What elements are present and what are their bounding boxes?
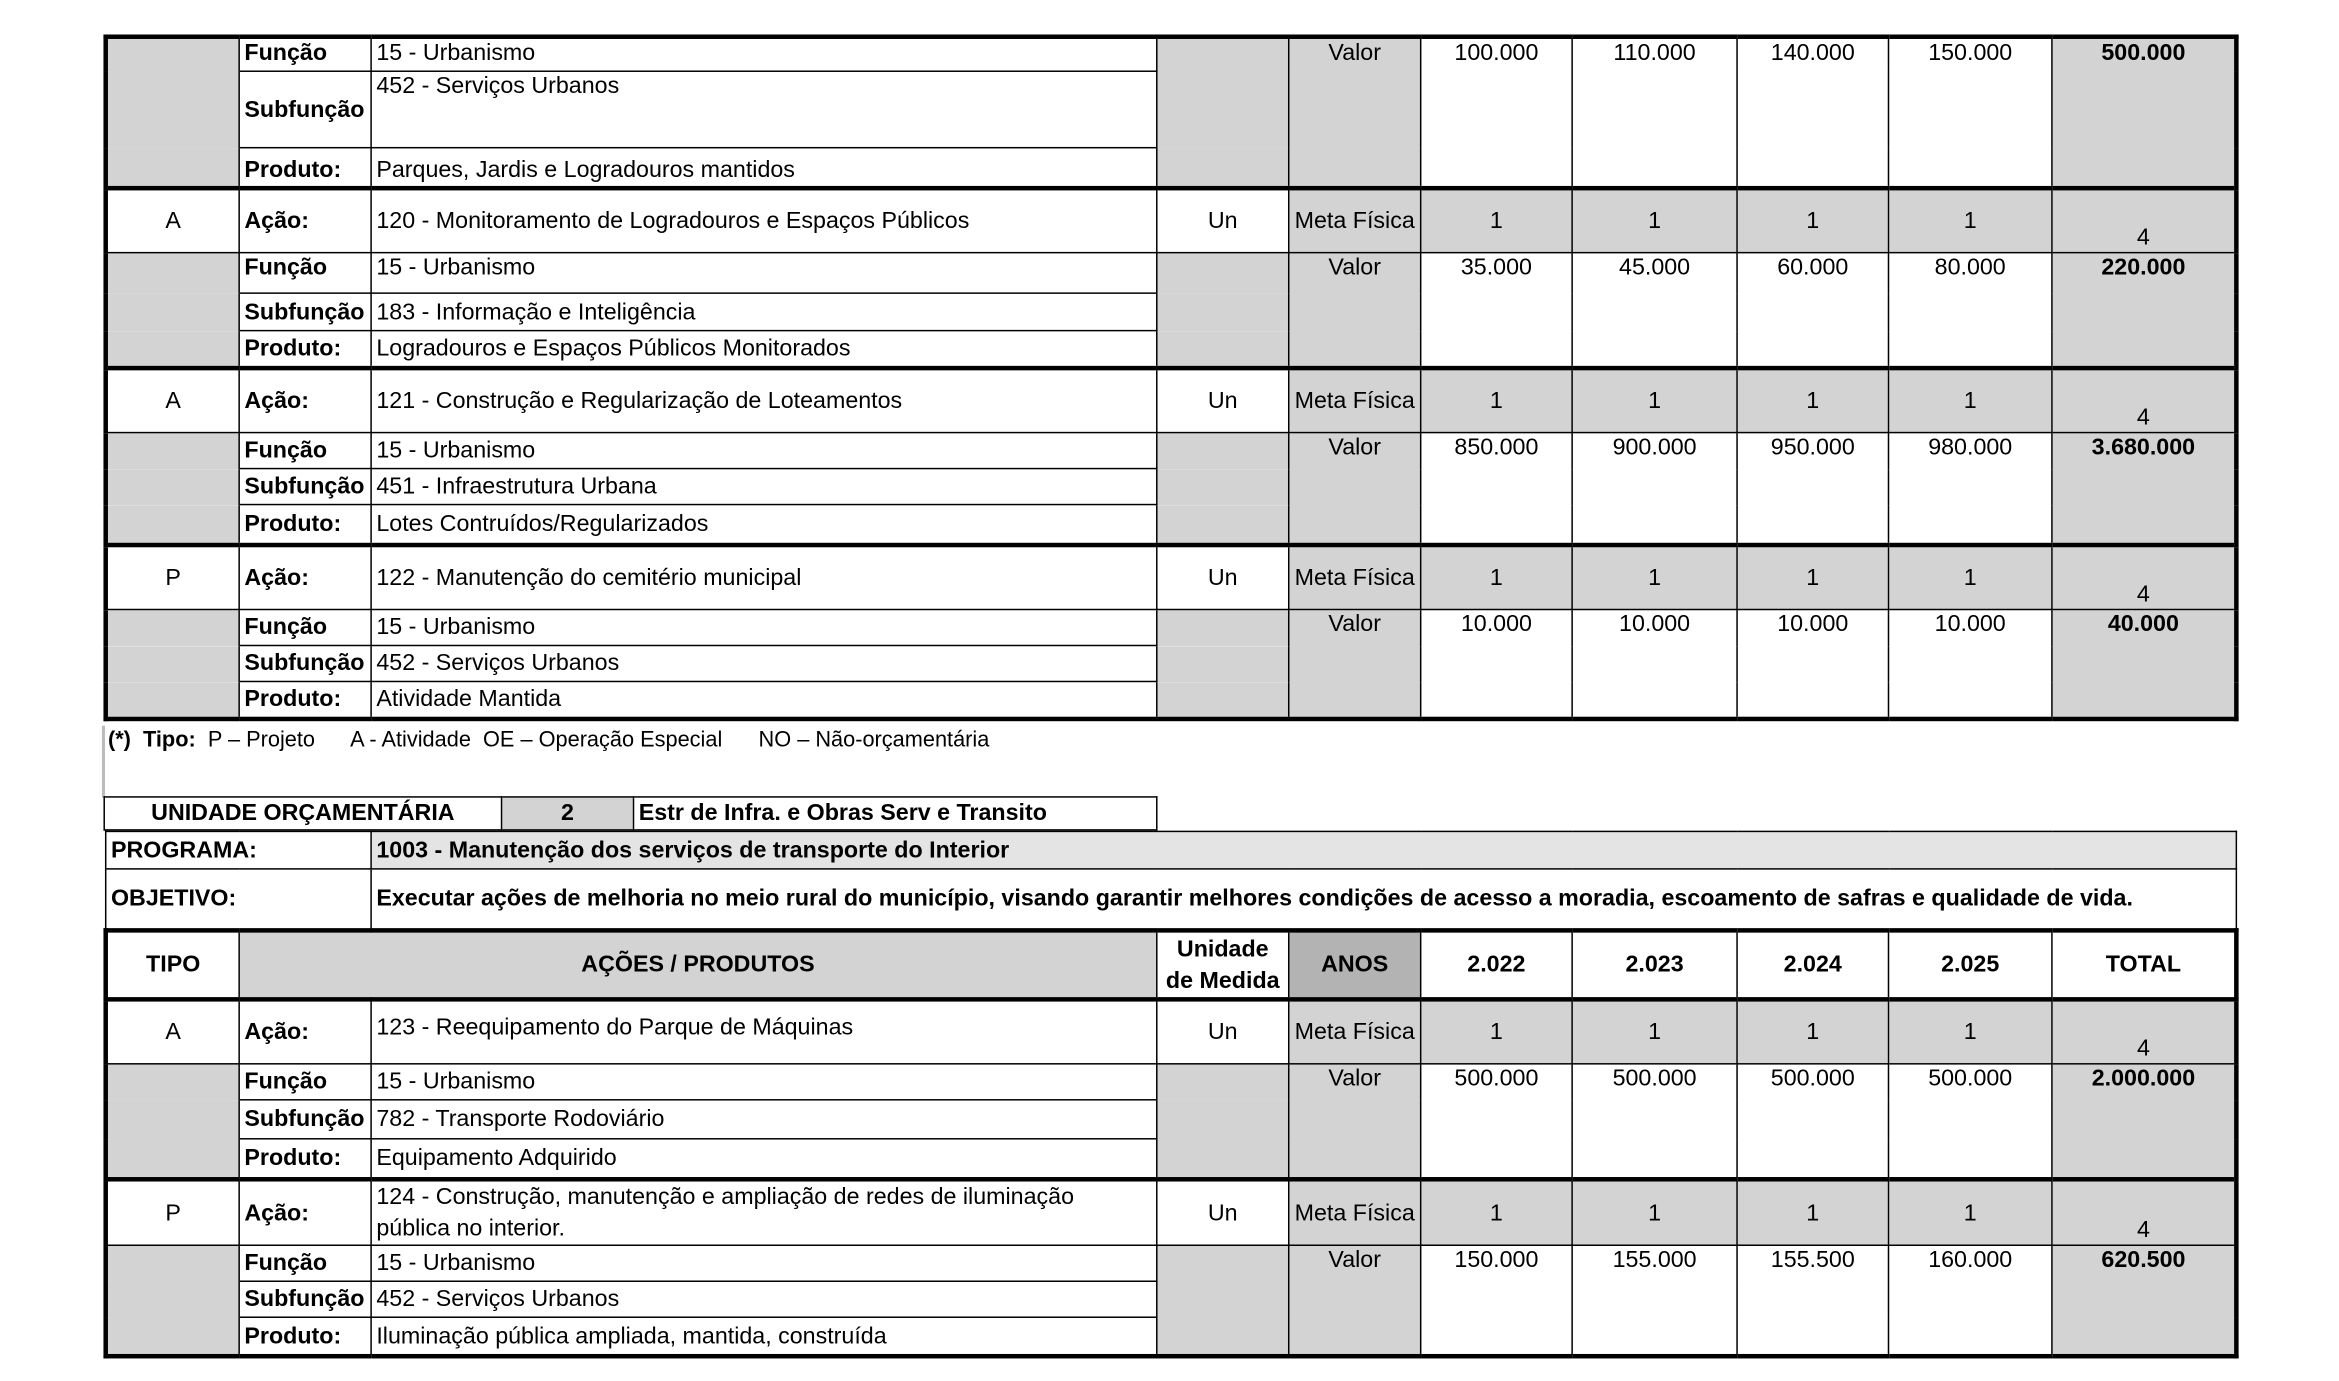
funcao-value: 15 - Urbanismo [371,610,1157,646]
meta-2022: 1 [1421,188,1572,252]
program-actions-table [103,831,2238,1359]
produto-value: Atividade Mantida [371,681,1157,718]
meta-2022: 1 [1421,1179,1572,1245]
valor-2024: 155.500 [1737,1245,1888,1356]
divider [102,726,104,798]
subfuncao-label: Subfunção [239,71,371,147]
table-row [106,1179,2237,1245]
meta-2023: 1 [1572,188,1737,252]
meta-fisica-label: Meta Física [1289,545,1421,609]
meta-fisica-label: Meta Física [1289,368,1421,432]
legend-nao-orcamentaria: NO – Não-orçamentária [758,728,990,753]
meta-2023: 1 [1572,545,1737,609]
subfuncao-value: 451 - Infraestrutura Urbana [371,469,1157,505]
meta-total: 4 [2052,188,2236,252]
subfuncao-value: 183 - Informação e Inteligência [371,293,1157,330]
funcao-label: Função [239,1245,371,1281]
table-row [106,831,2237,868]
subfuncao-label: Subfunção [239,645,371,681]
produto-label: Produto: [239,331,371,368]
valor-2025: 980.000 [1888,433,2051,545]
valor-2022: 10.000 [1421,610,1572,719]
valor-2023: 45.000 [1572,253,1737,368]
header-year-2023: 2.023 [1572,930,1737,999]
subfuncao-value: 452 - Serviços Urbanos [371,645,1157,681]
subfuncao-value: 452 - Serviços Urbanos [371,71,1157,147]
table-row [106,1064,2237,1100]
valor-2022: 35.000 [1421,253,1572,368]
legend-star: (*) [107,728,131,753]
table-row [106,368,2237,432]
produto-value: Parques, Jardis e Logradouros mantidos [371,148,1157,188]
acao-value: 121 - Construção e Regularização de Loteamentos [371,368,1157,432]
produto-value: Equipamento Adquirido [371,1139,1157,1179]
valor-2025: 500.000 [1888,1064,2051,1179]
produto-label: Produto: [239,1317,371,1356]
valor-total: 2.000.000 [2052,1064,2237,1179]
valor-2022: 850.000 [1421,433,1572,545]
tipo-cell: A [106,368,239,432]
valor-label: Valor [1289,253,1421,368]
valor-total: 40.000 [2052,610,2236,719]
valor-2024: 140.000 [1737,37,1888,188]
table-header-row [106,930,2237,999]
acao-value: 122 - Manutenção do cemitério municipal [371,545,1157,609]
meta-2024: 1 [1737,368,1888,432]
meta-2025: 1 [1888,368,2051,432]
produto-label: Produto: [239,681,371,718]
meta-2025: 1 [1888,1179,2051,1245]
valor-2022: 100.000 [1421,37,1572,188]
meta-fisica-label: Meta Física [1289,188,1421,252]
tipo-legend [108,729,989,753]
valor-total: 620.500 [2052,1245,2237,1356]
funcao-value: 15 - Urbanismo [371,37,1157,71]
valor-2022: 150.000 [1421,1245,1572,1356]
acao-label: Ação: [239,368,371,432]
valor-2025: 80.000 [1888,253,2051,368]
subfuncao-label: Subfunção [239,1100,371,1139]
meta-total: 4 [2052,1179,2237,1245]
table-row [106,610,2237,646]
header-year-2022: 2.022 [1421,930,1572,999]
unidade-cell: Un [1157,368,1289,432]
funcao-label: Função [239,433,371,469]
unidade-name: Estr de Infra. e Obras Serv e Transito [633,797,1156,830]
meta-2025: 1 [1888,545,2051,609]
table-row [106,37,2237,71]
valor-2025: 10.000 [1888,610,2051,719]
tipo-cell: P [106,545,239,609]
valor-label: Valor [1289,433,1421,545]
valor-2024: 10.000 [1737,610,1888,719]
header-unidade-medida: Unidade de Medida [1157,930,1289,999]
meta-total: 4 [2052,368,2236,432]
funcao-label: Função [239,610,371,646]
acao-label: Ação: [239,545,371,609]
valor-label: Valor [1289,610,1421,719]
meta-2024: 1 [1737,999,1888,1063]
valor-label: Valor [1289,1064,1421,1179]
acao-label: Ação: [239,1179,371,1245]
meta-2024: 1 [1737,188,1888,252]
unidade-cell: Un [1157,1179,1289,1245]
subfuncao-label: Subfunção [239,1281,371,1317]
acao-label: Ação: [239,999,371,1063]
produto-value: Lotes Contruídos/Regularizados [371,505,1157,545]
legend-projeto: P – Projeto [207,728,316,753]
unidade-orcamentaria-table [103,796,1157,830]
tipo-cell: A [106,188,239,252]
acao-value: 124 - Construção, manutenção e ampliação de redes de iluminação pública no interior. [371,1179,1157,1245]
funcao-value: 15 - Urbanismo [371,253,1157,293]
subfuncao-label: Subfunção [239,469,371,505]
valor-2024: 500.000 [1737,1064,1888,1179]
programa-label: PROGRAMA: [106,831,371,868]
meta-2022: 1 [1421,545,1572,609]
produto-label: Produto: [239,148,371,188]
legend-tipo-label: Tipo: [143,728,196,753]
valor-2023: 500.000 [1572,1064,1737,1179]
valor-label: Valor [1289,37,1421,188]
header-total: TOTAL [2052,930,2237,999]
meta-fisica-label: Meta Física [1289,1179,1421,1245]
meta-total: 4 [2052,545,2236,609]
produto-value: Iluminação pública ampliada, mantida, construída [371,1317,1157,1356]
objetivo-label: OBJETIVO: [106,869,371,930]
table-row [106,188,2237,252]
funcao-value: 15 - Urbanismo [371,433,1157,469]
objetivo-value: Executar ações de melhoria no meio rural do município, visando garantir melhores condições de acesso a moradia, escoamento de safras e qualidade de vida. [371,869,2236,930]
valor-2025: 150.000 [1888,37,2051,188]
acao-label: Ação: [239,188,371,252]
valor-2025: 160.000 [1888,1245,2051,1356]
valor-2024: 60.000 [1737,253,1888,368]
valor-total: 220.000 [2052,253,2236,368]
header-year-2025: 2.025 [1888,930,2051,999]
table-row [106,999,2237,1063]
header-acoes-produtos: AÇÕES / PRODUTOS [239,930,1157,999]
meta-2024: 1 [1737,1179,1888,1245]
subfuncao-value: 782 - Transporte Rodoviário [371,1100,1157,1139]
unidade-cell: Un [1157,999,1289,1063]
acao-value: 123 - Reequipamento do Parque de Máquinas [371,999,1157,1063]
valor-label: Valor [1289,1245,1421,1356]
unidade-number: 2 [502,797,634,830]
valor-2023: 155.000 [1572,1245,1737,1356]
tipo-cell: P [106,1179,239,1245]
funcao-value: 15 - Urbanismo [371,1064,1157,1100]
meta-2022: 1 [1421,368,1572,432]
legend-operacao-especial: OE – Operação Especial [483,728,723,753]
subfuncao-value: 452 - Serviços Urbanos [371,1281,1157,1317]
programa-value: 1003 - Manutenção dos serviços de transporte do Interior [371,831,2236,868]
acao-value: 120 - Monitoramento de Logradouros e Espaços Públicos [371,188,1157,252]
produto-label: Produto: [239,1139,371,1179]
valor-2024: 950.000 [1737,433,1888,545]
meta-2023: 1 [1572,999,1737,1063]
subfuncao-label: Subfunção [239,293,371,330]
meta-2024: 1 [1737,545,1888,609]
meta-2025: 1 [1888,188,2051,252]
header-anos: ANOS [1289,930,1421,999]
header-tipo: TIPO [106,930,239,999]
header-year-2024: 2.024 [1737,930,1888,999]
valor-2023: 110.000 [1572,37,1737,188]
meta-2023: 1 [1572,1179,1737,1245]
legend-atividade: A - Atividade [350,728,471,753]
table-row [104,797,1157,830]
top-actions-table [103,34,2238,721]
table-row [106,545,2237,609]
meta-total: 4 [2052,999,2237,1063]
valor-2023: 10.000 [1572,610,1737,719]
unidade-cell: Un [1157,545,1289,609]
unidade-label: UNIDADE ORÇAMENTÁRIA [104,797,501,830]
meta-fisica-label: Meta Física [1289,999,1421,1063]
funcao-label: Função [239,1064,371,1100]
valor-2023: 900.000 [1572,433,1737,545]
funcao-label: Função [239,37,371,71]
funcao-label: Função [239,253,371,293]
produto-label: Produto: [239,505,371,545]
funcao-value: 15 - Urbanismo [371,1245,1157,1281]
table-row [106,253,2237,293]
meta-2022: 1 [1421,999,1572,1063]
meta-2025: 1 [1888,999,2051,1063]
unidade-cell: Un [1157,188,1289,252]
meta-2023: 1 [1572,368,1737,432]
valor-2022: 500.000 [1421,1064,1572,1179]
valor-total: 500.000 [2052,37,2236,188]
table-row [106,433,2237,469]
produto-value: Logradouros e Espaços Públicos Monitorados [371,331,1157,368]
table-row [106,1245,2237,1281]
valor-total: 3.680.000 [2052,433,2236,545]
table-row [106,869,2237,930]
tipo-cell: A [106,999,239,1063]
